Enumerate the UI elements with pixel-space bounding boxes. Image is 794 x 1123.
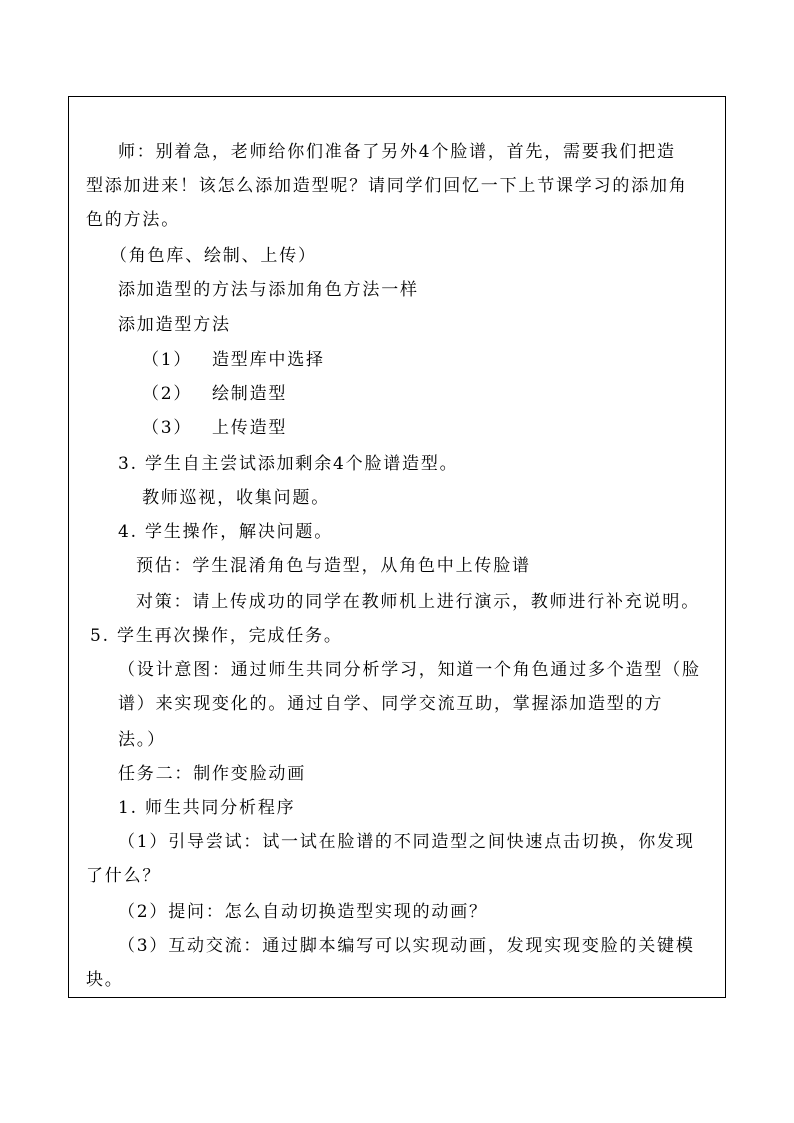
list-number: （1） xyxy=(142,350,193,370)
text-line: 添加造型的方法与添加角色方法一样 xyxy=(118,280,419,300)
text-line: （2）提问：怎么自动切换造型实现的动画？ xyxy=(118,902,488,922)
text-line: 了什么？ xyxy=(86,866,162,886)
text-line: 3. 学生自主尝试添加剩余4个脸谱造型。 xyxy=(118,454,459,474)
text-line: 型添加进来！该怎么添加造型呢？请同学们回忆一下上节课学习的添加角 xyxy=(86,176,688,196)
text-line: 块。 xyxy=(86,970,124,990)
text-line: （3）互动交流：通过脚本编写可以实现动画，发现实现变脸的关键模 xyxy=(118,936,695,956)
text-line: 任务二：制作变脸动画 xyxy=(118,764,306,784)
text-line: 预估：学生混淆角色与造型，从角色中上传脸谱 xyxy=(136,556,531,576)
text-line: 色的方法。 xyxy=(86,210,180,230)
text-line: （1）引导尝试：试一试在脸谱的不同造型之间快速点击切换，你发现 xyxy=(118,832,695,852)
list-number: （2） xyxy=(142,384,193,404)
text-line: 1. 师生共同分析程序 xyxy=(118,798,296,818)
list-item-text: 造型库中选择 xyxy=(212,350,325,370)
content-frame xyxy=(68,96,726,998)
list-number: （3） xyxy=(142,418,193,438)
list-item-text: 上传造型 xyxy=(212,418,288,438)
text-line: 5. 学生再次操作，完成任务。 xyxy=(90,626,343,646)
text-line: 师：别着急，老师给你们准备了另外4个脸谱，首先，需要我们把造 xyxy=(118,142,676,162)
text-line: （角色库、绘制、上传） xyxy=(110,246,317,266)
text-line: 谱）来实现变化的。通过自学、同学交流互助，掌握添加造型的方 xyxy=(118,694,664,714)
text-line: 4. 学生操作，解决问题。 xyxy=(118,522,334,542)
text-line: 添加造型方法 xyxy=(118,315,231,335)
text-line: 对策：请上传成功的同学在教师机上进行演示，教师进行补充说明。 xyxy=(136,592,700,612)
text-line: （设计意图：通过师生共同分析学习，知道一个角色通过多个造型（脸 xyxy=(118,660,701,680)
text-line: 教师巡视，收集问题。 xyxy=(142,488,330,508)
text-line: 法。） xyxy=(118,730,166,750)
list-item-text: 绘制造型 xyxy=(212,384,288,404)
